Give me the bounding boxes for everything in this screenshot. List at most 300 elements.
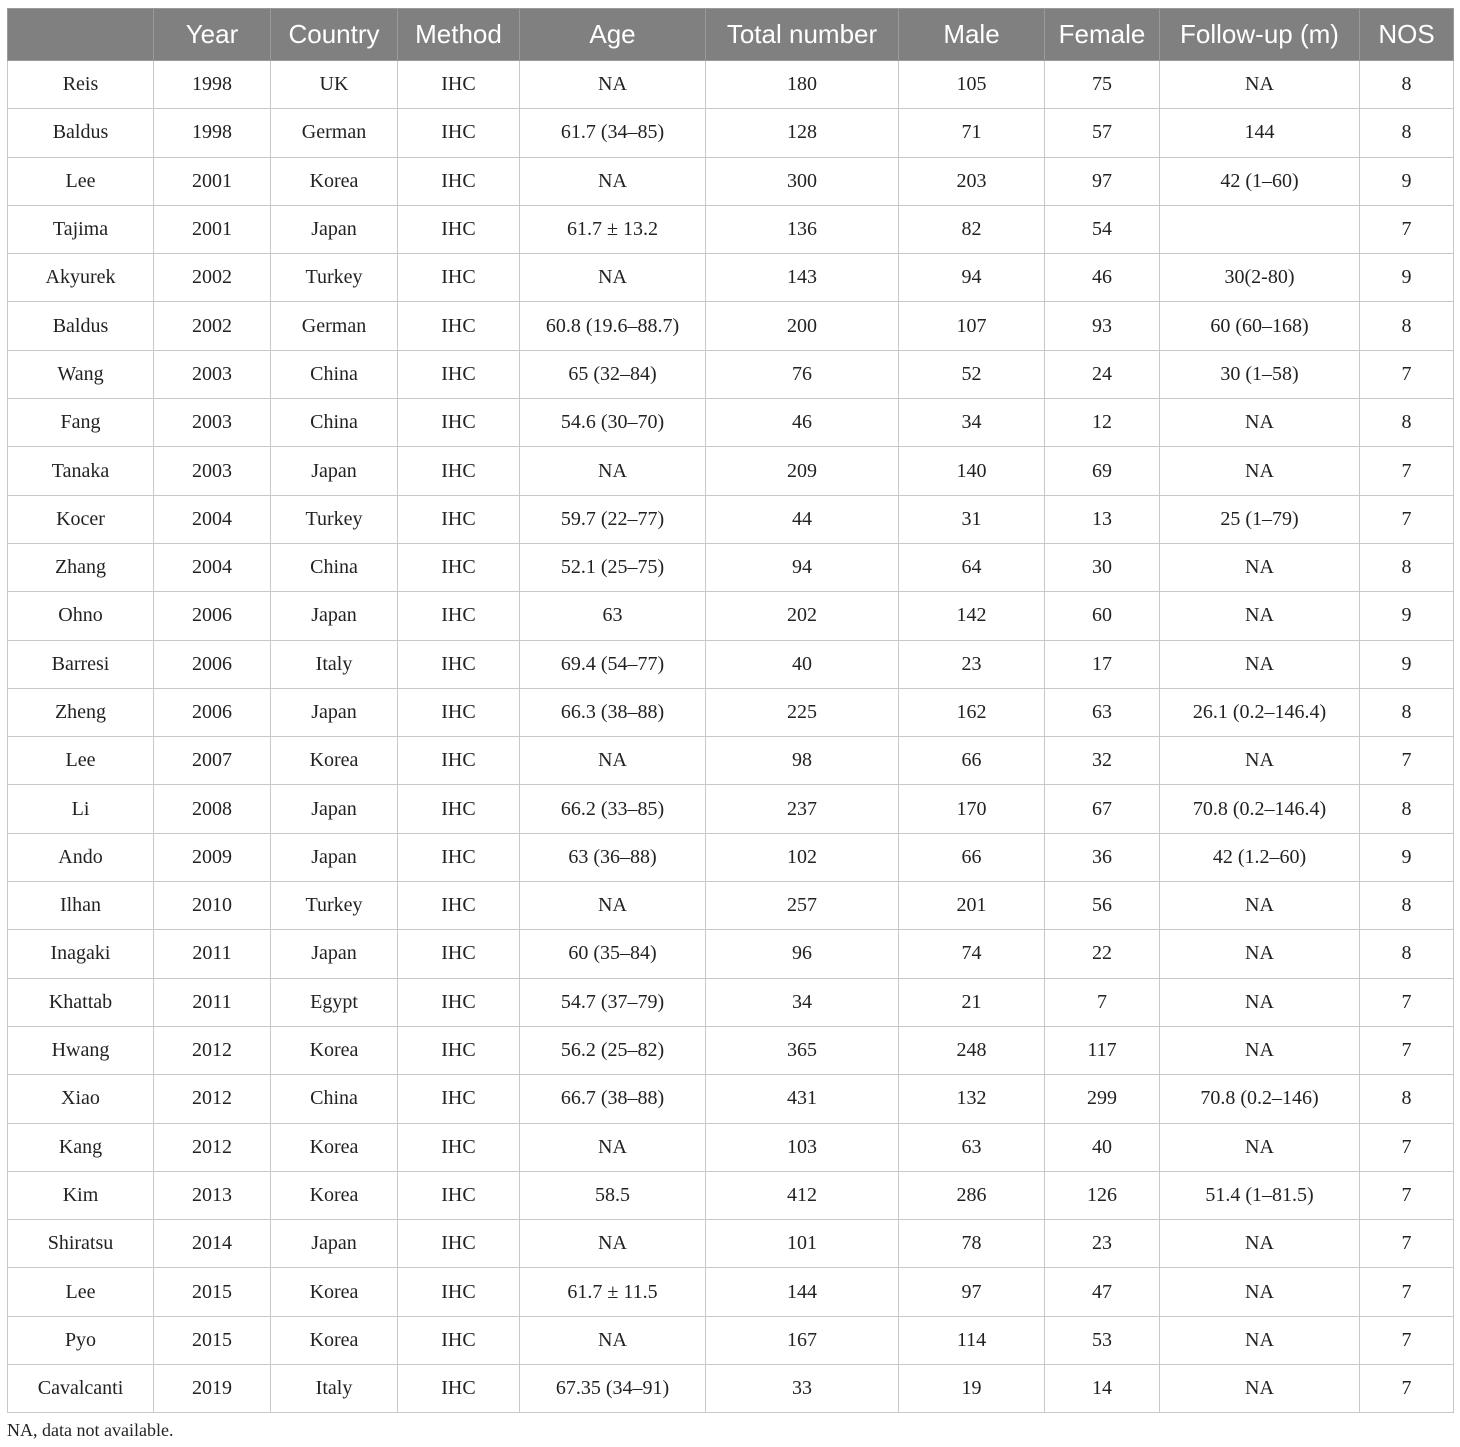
cell-age: 54.6 (30–70) <box>520 399 706 447</box>
cell-female: 40 <box>1045 1123 1160 1171</box>
cell-country: UK <box>271 61 398 109</box>
cell-nos: 7 <box>1360 1220 1454 1268</box>
cell-year: 1998 <box>154 109 271 157</box>
cell-female: 126 <box>1045 1171 1160 1219</box>
cell-total-number: 96 <box>706 930 899 978</box>
table-row <box>8 350 1454 398</box>
cell-age: NA <box>520 447 706 495</box>
cell-year: 2004 <box>154 543 271 591</box>
cell-country: Japan <box>271 785 398 833</box>
cell-country: Japan <box>271 688 398 736</box>
cell-age: NA <box>520 1220 706 1268</box>
table-row <box>8 688 1454 736</box>
cell-follow-up: NA <box>1160 1220 1360 1268</box>
cell-age: NA <box>520 254 706 302</box>
cell-study: Lee <box>8 157 154 205</box>
cell-male: 71 <box>899 109 1045 157</box>
cell-country: China <box>271 350 398 398</box>
cell-nos: 8 <box>1360 61 1454 109</box>
cell-nos: 7 <box>1360 1026 1454 1074</box>
cell-nos: 7 <box>1360 978 1454 1026</box>
cell-method: IHC <box>398 254 520 302</box>
cell-study: Li <box>8 785 154 833</box>
cell-nos: 8 <box>1360 543 1454 591</box>
cell-age: 59.7 (22–77) <box>520 495 706 543</box>
cell-year: 2012 <box>154 1123 271 1171</box>
cell-year: 2008 <box>154 785 271 833</box>
cell-male: 82 <box>899 205 1045 253</box>
cell-study: Kang <box>8 1123 154 1171</box>
cell-follow-up <box>1160 205 1360 253</box>
cell-male: 66 <box>899 737 1045 785</box>
cell-method: IHC <box>398 1268 520 1316</box>
cell-total-number: 40 <box>706 640 899 688</box>
cell-country: Korea <box>271 1123 398 1171</box>
cell-country: China <box>271 543 398 591</box>
header-cell-nos: NOS <box>1360 9 1454 61</box>
cell-study: Xiao <box>8 1075 154 1123</box>
cell-total-number: 144 <box>706 1268 899 1316</box>
cell-method: IHC <box>398 495 520 543</box>
cell-nos: 8 <box>1360 302 1454 350</box>
cell-year: 2001 <box>154 157 271 205</box>
table-row <box>8 109 1454 157</box>
cell-method: IHC <box>398 543 520 591</box>
cell-age: NA <box>520 157 706 205</box>
table-row <box>8 978 1454 1026</box>
study-table-container <box>7 8 1453 1413</box>
cell-study: Kim <box>8 1171 154 1219</box>
cell-year: 2003 <box>154 399 271 447</box>
cell-female: 22 <box>1045 930 1160 978</box>
cell-method: IHC <box>398 833 520 881</box>
cell-year: 2004 <box>154 495 271 543</box>
cell-age: 60 (35–84) <box>520 930 706 978</box>
cell-year: 2011 <box>154 978 271 1026</box>
cell-male: 105 <box>899 61 1045 109</box>
cell-nos: 7 <box>1360 495 1454 543</box>
cell-study: Lee <box>8 737 154 785</box>
cell-total-number: 76 <box>706 350 899 398</box>
table-row <box>8 543 1454 591</box>
cell-country: Japan <box>271 205 398 253</box>
cell-follow-up: 60 (60–168) <box>1160 302 1360 350</box>
cell-year: 2001 <box>154 205 271 253</box>
cell-total-number: 103 <box>706 1123 899 1171</box>
table-body <box>8 61 1454 1413</box>
cell-female: 36 <box>1045 833 1160 881</box>
cell-male: 107 <box>899 302 1045 350</box>
cell-follow-up: 26.1 (0.2–146.4) <box>1160 688 1360 736</box>
header-cell-total-number: Total number <box>706 9 899 61</box>
cell-country: Korea <box>271 737 398 785</box>
cell-country: Korea <box>271 1316 398 1364</box>
cell-country: Japan <box>271 833 398 881</box>
cell-age: 66.7 (38–88) <box>520 1075 706 1123</box>
cell-nos: 8 <box>1360 930 1454 978</box>
cell-male: 52 <box>899 350 1045 398</box>
cell-age: 67.35 (34–91) <box>520 1365 706 1413</box>
cell-follow-up: NA <box>1160 399 1360 447</box>
cell-total-number: 431 <box>706 1075 899 1123</box>
cell-country: Japan <box>271 930 398 978</box>
cell-study: Hwang <box>8 1026 154 1074</box>
cell-female: 56 <box>1045 882 1160 930</box>
cell-male: 132 <box>899 1075 1045 1123</box>
cell-male: 19 <box>899 1365 1045 1413</box>
cell-total-number: 300 <box>706 157 899 205</box>
cell-age: 66.2 (33–85) <box>520 785 706 833</box>
table-row <box>8 737 1454 785</box>
cell-country: German <box>271 109 398 157</box>
cell-female: 67 <box>1045 785 1160 833</box>
cell-follow-up: NA <box>1160 978 1360 1026</box>
cell-study: Akyurek <box>8 254 154 302</box>
cell-age: 66.3 (38–88) <box>520 688 706 736</box>
cell-method: IHC <box>398 737 520 785</box>
cell-total-number: 98 <box>706 737 899 785</box>
cell-female: 97 <box>1045 157 1160 205</box>
cell-female: 46 <box>1045 254 1160 302</box>
cell-male: 78 <box>899 1220 1045 1268</box>
cell-nos: 8 <box>1360 785 1454 833</box>
cell-method: IHC <box>398 109 520 157</box>
header-cell-female: Female <box>1045 9 1160 61</box>
table-row <box>8 495 1454 543</box>
cell-method: IHC <box>398 640 520 688</box>
header-cell-male: Male <box>899 9 1045 61</box>
header-cell-year: Year <box>154 9 271 61</box>
cell-nos: 9 <box>1360 640 1454 688</box>
cell-country: Italy <box>271 1365 398 1413</box>
cell-female: 13 <box>1045 495 1160 543</box>
cell-nos: 7 <box>1360 1171 1454 1219</box>
cell-method: IHC <box>398 785 520 833</box>
table-row <box>8 1316 1454 1364</box>
cell-method: IHC <box>398 1075 520 1123</box>
table-row <box>8 61 1454 109</box>
table-row <box>8 399 1454 447</box>
cell-female: 30 <box>1045 543 1160 591</box>
cell-method: IHC <box>398 1316 520 1364</box>
cell-female: 60 <box>1045 592 1160 640</box>
cell-nos: 8 <box>1360 882 1454 930</box>
cell-male: 23 <box>899 640 1045 688</box>
cell-total-number: 202 <box>706 592 899 640</box>
cell-nos: 8 <box>1360 688 1454 736</box>
cell-follow-up: NA <box>1160 61 1360 109</box>
cell-country: China <box>271 1075 398 1123</box>
cell-study: Inagaki <box>8 930 154 978</box>
cell-country: Turkey <box>271 254 398 302</box>
cell-female: 93 <box>1045 302 1160 350</box>
table-row <box>8 447 1454 495</box>
cell-age: 61.7 (34–85) <box>520 109 706 157</box>
study-characteristics-table <box>7 8 1454 1413</box>
cell-year: 2012 <box>154 1075 271 1123</box>
cell-nos: 8 <box>1360 109 1454 157</box>
cell-age: NA <box>520 882 706 930</box>
cell-year: 2006 <box>154 640 271 688</box>
cell-method: IHC <box>398 688 520 736</box>
cell-male: 201 <box>899 882 1045 930</box>
cell-male: 97 <box>899 1268 1045 1316</box>
cell-female: 57 <box>1045 109 1160 157</box>
cell-country: Turkey <box>271 882 398 930</box>
cell-follow-up: 70.8 (0.2–146) <box>1160 1075 1360 1123</box>
cell-male: 248 <box>899 1026 1045 1074</box>
cell-study: Ando <box>8 833 154 881</box>
cell-total-number: 101 <box>706 1220 899 1268</box>
table-row <box>8 785 1454 833</box>
cell-total-number: 34 <box>706 978 899 1026</box>
cell-country: Italy <box>271 640 398 688</box>
cell-method: IHC <box>398 882 520 930</box>
cell-year: 2013 <box>154 1171 271 1219</box>
cell-year: 2019 <box>154 1365 271 1413</box>
cell-study: Reis <box>8 61 154 109</box>
cell-method: IHC <box>398 205 520 253</box>
cell-age: NA <box>520 61 706 109</box>
cell-age: 65 (32–84) <box>520 350 706 398</box>
cell-nos: 7 <box>1360 1316 1454 1364</box>
cell-male: 63 <box>899 1123 1045 1171</box>
cell-method: IHC <box>398 1171 520 1219</box>
cell-female: 17 <box>1045 640 1160 688</box>
cell-female: 299 <box>1045 1075 1160 1123</box>
cell-method: IHC <box>398 302 520 350</box>
cell-follow-up: 42 (1–60) <box>1160 157 1360 205</box>
cell-total-number: 209 <box>706 447 899 495</box>
cell-study: Pyo <box>8 1316 154 1364</box>
cell-method: IHC <box>398 592 520 640</box>
cell-year: 2015 <box>154 1268 271 1316</box>
table-row <box>8 1365 1454 1413</box>
cell-male: 21 <box>899 978 1045 1026</box>
table-row <box>8 833 1454 881</box>
cell-nos: 7 <box>1360 205 1454 253</box>
cell-total-number: 257 <box>706 882 899 930</box>
cell-study: Baldus <box>8 109 154 157</box>
cell-follow-up: 30(2-80) <box>1160 254 1360 302</box>
cell-male: 114 <box>899 1316 1045 1364</box>
cell-total-number: 225 <box>706 688 899 736</box>
cell-total-number: 44 <box>706 495 899 543</box>
cell-nos: 9 <box>1360 254 1454 302</box>
cell-total-number: 200 <box>706 302 899 350</box>
cell-study: Barresi <box>8 640 154 688</box>
cell-total-number: 128 <box>706 109 899 157</box>
cell-study: Shiratsu <box>8 1220 154 1268</box>
cell-follow-up: 70.8 (0.2–146.4) <box>1160 785 1360 833</box>
cell-follow-up: NA <box>1160 543 1360 591</box>
cell-year: 2003 <box>154 350 271 398</box>
cell-study: Baldus <box>8 302 154 350</box>
cell-method: IHC <box>398 1123 520 1171</box>
cell-study: Tajima <box>8 205 154 253</box>
table-row <box>8 157 1454 205</box>
cell-nos: 9 <box>1360 833 1454 881</box>
cell-female: 63 <box>1045 688 1160 736</box>
table-row <box>8 254 1454 302</box>
cell-male: 66 <box>899 833 1045 881</box>
cell-age: 60.8 (19.6–88.7) <box>520 302 706 350</box>
cell-male: 31 <box>899 495 1045 543</box>
header-cell-country: Country <box>271 9 398 61</box>
cell-country: Korea <box>271 1171 398 1219</box>
cell-method: IHC <box>398 399 520 447</box>
cell-country: Japan <box>271 1220 398 1268</box>
cell-male: 74 <box>899 930 1045 978</box>
cell-follow-up: NA <box>1160 447 1360 495</box>
cell-age: 58.5 <box>520 1171 706 1219</box>
cell-nos: 7 <box>1360 737 1454 785</box>
cell-nos: 7 <box>1360 1123 1454 1171</box>
cell-method: IHC <box>398 1220 520 1268</box>
cell-male: 64 <box>899 543 1045 591</box>
cell-year: 2006 <box>154 592 271 640</box>
cell-follow-up: NA <box>1160 737 1360 785</box>
table-row <box>8 1171 1454 1219</box>
cell-female: 23 <box>1045 1220 1160 1268</box>
cell-total-number: 180 <box>706 61 899 109</box>
cell-female: 75 <box>1045 61 1160 109</box>
cell-total-number: 94 <box>706 543 899 591</box>
cell-female: 7 <box>1045 978 1160 1026</box>
table-row <box>8 302 1454 350</box>
cell-country: Japan <box>271 447 398 495</box>
cell-male: 286 <box>899 1171 1045 1219</box>
cell-nos: 8 <box>1360 399 1454 447</box>
cell-follow-up: NA <box>1160 640 1360 688</box>
cell-country: Korea <box>271 1026 398 1074</box>
cell-nos: 7 <box>1360 1268 1454 1316</box>
cell-year: 2006 <box>154 688 271 736</box>
cell-total-number: 102 <box>706 833 899 881</box>
cell-male: 140 <box>899 447 1045 495</box>
cell-follow-up: 51.4 (1–81.5) <box>1160 1171 1360 1219</box>
cell-age: 56.2 (25–82) <box>520 1026 706 1074</box>
cell-age: 61.7 ± 11.5 <box>520 1268 706 1316</box>
cell-year: 2007 <box>154 737 271 785</box>
cell-age: 61.7 ± 13.2 <box>520 205 706 253</box>
cell-follow-up: NA <box>1160 1268 1360 1316</box>
cell-female: 53 <box>1045 1316 1160 1364</box>
cell-age: NA <box>520 737 706 785</box>
cell-study: Tanaka <box>8 447 154 495</box>
cell-male: 34 <box>899 399 1045 447</box>
cell-follow-up: 42 (1.2–60) <box>1160 833 1360 881</box>
table-row <box>8 640 1454 688</box>
cell-study: Lee <box>8 1268 154 1316</box>
header-cell-study <box>8 9 154 61</box>
table-row <box>8 1123 1454 1171</box>
table-footnote: NA, data not available. <box>7 1420 174 1440</box>
cell-follow-up: 30 (1–58) <box>1160 350 1360 398</box>
cell-year: 2002 <box>154 302 271 350</box>
cell-country: Korea <box>271 157 398 205</box>
cell-follow-up: 25 (1–79) <box>1160 495 1360 543</box>
cell-year: 2009 <box>154 833 271 881</box>
table-row <box>8 1075 1454 1123</box>
cell-female: 54 <box>1045 205 1160 253</box>
cell-total-number: 46 <box>706 399 899 447</box>
table-row <box>8 1220 1454 1268</box>
cell-study: Cavalcanti <box>8 1365 154 1413</box>
cell-method: IHC <box>398 447 520 495</box>
cell-male: 203 <box>899 157 1045 205</box>
cell-study: Wang <box>8 350 154 398</box>
header-cell-method: Method <box>398 9 520 61</box>
cell-male: 142 <box>899 592 1045 640</box>
cell-female: 47 <box>1045 1268 1160 1316</box>
cell-study: Khattab <box>8 978 154 1026</box>
cell-method: IHC <box>398 157 520 205</box>
cell-study: Zheng <box>8 688 154 736</box>
table-row <box>8 592 1454 640</box>
cell-follow-up: NA <box>1160 1316 1360 1364</box>
cell-nos: 9 <box>1360 592 1454 640</box>
cell-year: 2012 <box>154 1026 271 1074</box>
cell-follow-up: NA <box>1160 930 1360 978</box>
cell-age: 63 (36–88) <box>520 833 706 881</box>
cell-country: Korea <box>271 1268 398 1316</box>
cell-method: IHC <box>398 930 520 978</box>
cell-study: Fang <box>8 399 154 447</box>
table-row <box>8 205 1454 253</box>
cell-nos: 7 <box>1360 447 1454 495</box>
cell-study: Kocer <box>8 495 154 543</box>
cell-year: 2014 <box>154 1220 271 1268</box>
cell-method: IHC <box>398 978 520 1026</box>
cell-follow-up: 144 <box>1160 109 1360 157</box>
cell-follow-up: NA <box>1160 882 1360 930</box>
cell-method: IHC <box>398 61 520 109</box>
cell-country: Egypt <box>271 978 398 1026</box>
cell-country: German <box>271 302 398 350</box>
cell-total-number: 237 <box>706 785 899 833</box>
cell-follow-up: NA <box>1160 592 1360 640</box>
cell-nos: 8 <box>1360 1075 1454 1123</box>
cell-total-number: 167 <box>706 1316 899 1364</box>
cell-year: 2003 <box>154 447 271 495</box>
cell-method: IHC <box>398 1026 520 1074</box>
cell-nos: 7 <box>1360 1365 1454 1413</box>
cell-total-number: 136 <box>706 205 899 253</box>
cell-year: 1998 <box>154 61 271 109</box>
cell-male: 94 <box>899 254 1045 302</box>
cell-country: Turkey <box>271 495 398 543</box>
cell-female: 24 <box>1045 350 1160 398</box>
cell-method: IHC <box>398 1365 520 1413</box>
cell-study: Zhang <box>8 543 154 591</box>
header-cell-follow-up: Follow-up (m) <box>1160 9 1360 61</box>
cell-nos: 9 <box>1360 157 1454 205</box>
cell-nos: 7 <box>1360 350 1454 398</box>
header-cell-age: Age <box>520 9 706 61</box>
cell-study: Ilhan <box>8 882 154 930</box>
cell-female: 14 <box>1045 1365 1160 1413</box>
cell-study: Ohno <box>8 592 154 640</box>
cell-age: 63 <box>520 592 706 640</box>
cell-year: 2015 <box>154 1316 271 1364</box>
cell-year: 2010 <box>154 882 271 930</box>
cell-follow-up: NA <box>1160 1123 1360 1171</box>
table-header-row <box>8 9 1454 61</box>
cell-country: Japan <box>271 592 398 640</box>
table-row <box>8 930 1454 978</box>
table-row <box>8 1268 1454 1316</box>
